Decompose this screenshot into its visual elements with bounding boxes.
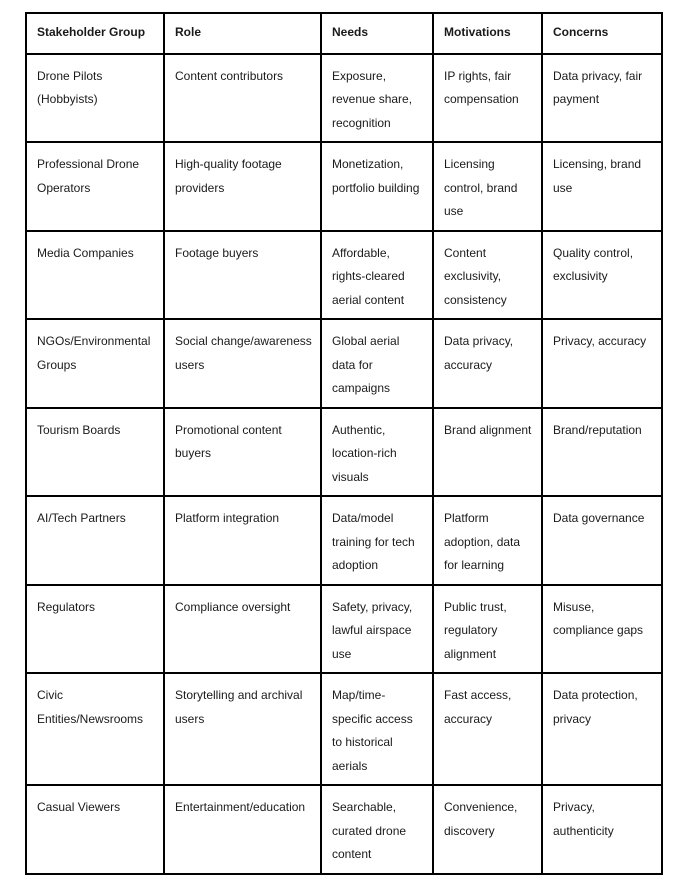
header-concerns: Concerns [542, 13, 662, 54]
table-row [26, 231, 662, 320]
cell-concerns: Licensing, brand use [542, 142, 662, 231]
cell-role: Platform integration [164, 496, 321, 585]
cell-stakeholder-group: Regulators [26, 585, 164, 674]
cell-concerns: Misuse, compliance gaps [542, 585, 662, 674]
cell-motivations: Brand alignment [433, 408, 542, 497]
cell-concerns: Data protection, privacy [542, 673, 662, 785]
cell-motivations: IP rights, fair compensation [433, 54, 542, 143]
cell-role: Storytelling and archival users [164, 673, 321, 785]
header-needs: Needs [321, 13, 433, 54]
cell-role: Social change/awareness users [164, 319, 321, 408]
cell-concerns: Brand/reputation [542, 408, 662, 497]
cell-role: Entertainment/education [164, 785, 321, 874]
cell-motivations: Fast access, accuracy [433, 673, 542, 785]
cell-needs: Map/time-specific access to historical aerials [321, 673, 433, 785]
table-row [26, 496, 662, 585]
cell-role: Promotional content buyers [164, 408, 321, 497]
cell-role: Compliance oversight [164, 585, 321, 674]
table-row [26, 585, 662, 674]
cell-concerns: Quality control, exclusivity [542, 231, 662, 320]
cell-role: High-quality footage providers [164, 142, 321, 231]
cell-stakeholder-group: NGOs/Environmental Groups [26, 319, 164, 408]
cell-motivations: Data privacy, accuracy [433, 319, 542, 408]
cell-needs: Exposure, revenue share, recognition [321, 54, 433, 143]
cell-stakeholder-group: Drone Pilots (Hobbyists) [26, 54, 164, 143]
cell-motivations: Public trust, regulatory alignment [433, 585, 542, 674]
cell-motivations: Content exclusivity, consistency [433, 231, 542, 320]
cell-stakeholder-group: Tourism Boards [26, 408, 164, 497]
cell-needs: Safety, privacy, lawful airspace use [321, 585, 433, 674]
cell-stakeholder-group: Professional Drone Operators [26, 142, 164, 231]
table-header-row [26, 13, 662, 54]
header-role: Role [164, 13, 321, 54]
cell-needs: Authentic, location-rich visuals [321, 408, 433, 497]
cell-needs: Global aerial data for campaigns [321, 319, 433, 408]
cell-concerns: Privacy, authenticity [542, 785, 662, 874]
cell-stakeholder-group: Casual Viewers [26, 785, 164, 874]
cell-role: Footage buyers [164, 231, 321, 320]
header-motivations: Motivations [433, 13, 542, 54]
cell-needs: Affordable, rights-cleared aerial content [321, 231, 433, 320]
stakeholder-table [25, 12, 663, 875]
table-row [26, 142, 662, 231]
cell-needs: Data/model training for tech adoption [321, 496, 433, 585]
cell-stakeholder-group: Media Companies [26, 231, 164, 320]
cell-motivations: Platform adoption, data for learning [433, 496, 542, 585]
table-row [26, 785, 662, 874]
cell-motivations: Licensing control, brand use [433, 142, 542, 231]
cell-concerns: Data governance [542, 496, 662, 585]
cell-concerns: Privacy, accuracy [542, 319, 662, 408]
table-row [26, 319, 662, 408]
table-row [26, 408, 662, 497]
cell-concerns: Data privacy, fair payment [542, 54, 662, 143]
cell-stakeholder-group: Civic Entities/Newsrooms [26, 673, 164, 785]
table-row [26, 54, 662, 143]
table-row [26, 673, 662, 785]
cell-needs: Searchable, curated drone content [321, 785, 433, 874]
cell-role: Content contributors [164, 54, 321, 143]
cell-stakeholder-group: AI/Tech Partners [26, 496, 164, 585]
cell-needs: Monetization, portfolio building [321, 142, 433, 231]
header-stakeholder-group: Stakeholder Group [26, 13, 164, 54]
cell-motivations: Convenience, discovery [433, 785, 542, 874]
